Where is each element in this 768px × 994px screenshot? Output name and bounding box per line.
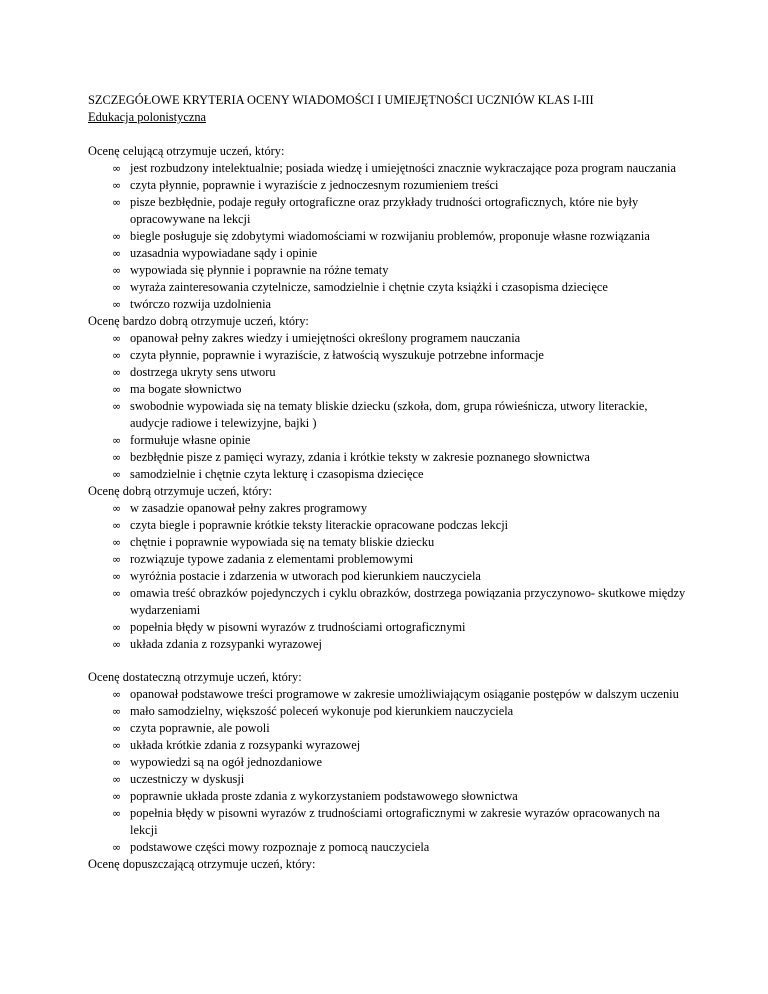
criterion-text: jest rozbudzony intelektualnie; posiada wiedzę i umiejętności znacznie wykraczające poza program nauczania: [130, 161, 676, 175]
grade-heading: Ocenę dobrą otrzymuje uczeń, który:: [88, 484, 273, 498]
document-subtitle: Edukacja polonistyczna: [88, 110, 207, 124]
infinity-bullet-icon: ∞: [112, 841, 122, 854]
criterion-text: rozwiązuje typowe zadania z elementami problemowymi: [130, 552, 414, 566]
criterion-text: układa krótkie zdania z rozsypanki wyrazowej: [130, 738, 361, 752]
criterion-item: [88, 737, 688, 754]
grade-section: [88, 143, 688, 313]
criterion-item: [88, 788, 688, 805]
criterion-text: popełnia błędy w pisowni wyrazów z trudnościami ortograficznymi: [130, 620, 466, 634]
infinity-bullet-icon: ∞: [112, 468, 122, 481]
section-gap: [88, 653, 688, 669]
infinity-bullet-icon: ∞: [112, 451, 122, 464]
criterion-text: popełnia błędy w pisowni wyrazów z trudnościami ortograficznymi w zakresie wyrazów opracowanych na lekcji: [130, 806, 660, 837]
criterion-text: mało samodzielny, większość poleceń wykonuje pod kierunkiem nauczyciela: [130, 704, 514, 718]
infinity-bullet-icon: ∞: [112, 807, 122, 820]
criterion-text: pisze bezbłędnie, podaje reguły ortograficzne oraz przykłady trudności ortograficznych, które nie były opracowywane na lekcji: [130, 195, 639, 226]
criterion-item: [88, 771, 688, 788]
criterion-text: formułuje własne opinie: [130, 433, 251, 447]
criterion-item: [88, 279, 688, 296]
criterion-item: [88, 330, 688, 347]
criterion-text: omawia treść obrazków pojedynczych i cyklu obrazków, dostrzega powiązania przyczynowo- skutkowe między wydarzeniami: [130, 586, 686, 617]
criteria-list: [88, 686, 688, 856]
grade-section: [88, 313, 688, 483]
grade-heading: Ocenę dopuszczającą otrzymuje uczeń, który:: [88, 857, 316, 871]
criteria-sections: [88, 143, 688, 873]
infinity-bullet-icon: ∞: [112, 281, 122, 294]
criterion-item: [88, 347, 688, 364]
criterion-text: uzasadnia wypowiadane sądy i opinie: [130, 246, 318, 260]
criterion-item: [88, 381, 688, 398]
criterion-item: [88, 619, 688, 636]
infinity-bullet-icon: ∞: [112, 400, 122, 413]
criterion-item: [88, 228, 688, 245]
criterion-text: biegle posługuje się zdobytymi wiadomościami w rozwijaniu problemów, proponuje własne rozwiązania: [130, 229, 650, 243]
criterion-item: [88, 585, 688, 619]
criterion-text: ma bogate słownictwo: [130, 382, 242, 396]
criterion-text: bezbłędnie pisze z pamięci wyrazy, zdania i krótkie teksty w zakresie poznanego słownictwa: [130, 450, 590, 464]
criterion-item: [88, 245, 688, 262]
criterion-item: [88, 636, 688, 653]
criterion-item: [88, 517, 688, 534]
grade-heading: Ocenę celującą otrzymuje uczeń, który:: [88, 144, 285, 158]
infinity-bullet-icon: ∞: [112, 705, 122, 718]
criterion-item: [88, 194, 688, 228]
infinity-bullet-icon: ∞: [112, 247, 122, 260]
infinity-bullet-icon: ∞: [112, 688, 122, 701]
criterion-text: czyta płynnie, poprawnie i wyraziście, z łatwością wyszukuje potrzebne informacje: [130, 348, 544, 362]
infinity-bullet-icon: ∞: [112, 722, 122, 735]
criteria-list: [88, 500, 688, 653]
criterion-text: wyróżnia postacie i zdarzenia w utworach pod kierunkiem nauczyciela: [130, 569, 481, 583]
grade-section: [88, 856, 688, 873]
infinity-bullet-icon: ∞: [112, 264, 122, 277]
infinity-bullet-icon: ∞: [112, 638, 122, 651]
infinity-bullet-icon: ∞: [112, 298, 122, 311]
infinity-bullet-icon: ∞: [112, 519, 122, 532]
criterion-item: [88, 500, 688, 517]
criterion-item: [88, 466, 688, 483]
criterion-item: [88, 720, 688, 737]
infinity-bullet-icon: ∞: [112, 756, 122, 769]
criterion-item: [88, 551, 688, 568]
criterion-item: [88, 805, 688, 839]
spacer: [88, 126, 688, 143]
infinity-bullet-icon: ∞: [112, 349, 122, 362]
infinity-bullet-icon: ∞: [112, 332, 122, 345]
infinity-bullet-icon: ∞: [112, 553, 122, 566]
criterion-item: [88, 177, 688, 194]
criterion-text: chętnie i poprawnie wypowiada się na tematy bliskie dziecku: [130, 535, 435, 549]
criterion-item: [88, 754, 688, 771]
criterion-text: wyraża zainteresowania czytelnicze, samodzielnie i chętnie czyta książki i czasopisma dziecięce: [130, 280, 608, 294]
criterion-text: opanował podstawowe treści programowe w zakresie umożliwiającym osiąganie postępów w dalszym uczeniu: [130, 687, 679, 701]
criterion-text: wypowiedzi są na ogół jednozdaniowe: [130, 755, 323, 769]
criterion-item: [88, 686, 688, 703]
criterion-item: [88, 262, 688, 279]
grade-heading: Ocenę bardzo dobrą otrzymuje uczeń, który:: [88, 314, 309, 328]
criteria-list: [88, 160, 688, 313]
infinity-bullet-icon: ∞: [112, 196, 122, 209]
criteria-list: [88, 330, 688, 483]
grade-section: [88, 669, 688, 856]
infinity-bullet-icon: ∞: [112, 179, 122, 192]
criterion-item: [88, 398, 688, 432]
criterion-item: [88, 534, 688, 551]
criterion-item: [88, 160, 688, 177]
criterion-text: układa zdania z rozsypanki wyrazowej: [130, 637, 322, 651]
criterion-text: czyta płynnie, poprawnie i wyraziście z jednoczesnym rozumieniem treści: [130, 178, 499, 192]
grade-heading: Ocenę dostateczną otrzymuje uczeń, który:: [88, 670, 302, 684]
infinity-bullet-icon: ∞: [112, 621, 122, 634]
infinity-bullet-icon: ∞: [112, 502, 122, 515]
infinity-bullet-icon: ∞: [112, 773, 122, 786]
criterion-text: opanował pełny zakres wiedzy i umiejętności określony programem nauczania: [130, 331, 521, 345]
criterion-text: samodzielnie i chętnie czyta lekturę i czasopisma dziecięce: [130, 467, 424, 481]
criterion-item: [88, 703, 688, 720]
infinity-bullet-icon: ∞: [112, 383, 122, 396]
infinity-bullet-icon: ∞: [112, 162, 122, 175]
infinity-bullet-icon: ∞: [112, 739, 122, 752]
infinity-bullet-icon: ∞: [112, 570, 122, 583]
criterion-text: czyta biegle i poprawnie krótkie teksty literackie opracowane podczas lekcji: [130, 518, 509, 532]
infinity-bullet-icon: ∞: [112, 366, 122, 379]
criterion-item: [88, 296, 688, 313]
infinity-bullet-icon: ∞: [112, 434, 122, 447]
criterion-text: uczestniczy w dyskusji: [130, 772, 245, 786]
criterion-text: poprawnie układa proste zdania z wykorzystaniem podstawowego słownictwa: [130, 789, 518, 803]
criterion-text: wypowiada się płynnie i poprawnie na różne tematy: [130, 263, 389, 277]
criterion-text: czyta poprawnie, ale powoli: [130, 721, 270, 735]
criterion-text: dostrzega ukryty sens utworu: [130, 365, 276, 379]
criterion-item: [88, 364, 688, 381]
criterion-item: [88, 432, 688, 449]
grade-section: [88, 483, 688, 653]
criterion-text: w zasadzie opanował pełny zakres programowy: [130, 501, 368, 515]
document-title: SZCZEGÓŁOWE KRYTERIA OCENY WIADOMOŚCI I UMIEJĘTNOŚCI UCZNIÓW KLAS I-III: [88, 93, 594, 107]
infinity-bullet-icon: ∞: [112, 230, 122, 243]
infinity-bullet-icon: ∞: [112, 587, 122, 600]
infinity-bullet-icon: ∞: [112, 790, 122, 803]
criterion-item: [88, 839, 688, 856]
criterion-text: swobodnie wypowiada się na tematy bliskie dziecku (szkoła, dom, grupa rówieśnicza, utwory literackie, audycje radiowe i telewizyjne, bajki ): [130, 399, 648, 430]
criterion-text: twórczo rozwija uzdolnienia: [130, 297, 272, 311]
criterion-item: [88, 568, 688, 585]
criterion-item: [88, 449, 688, 466]
criterion-text: podstawowe części mowy rozpoznaje z pomocą nauczyciela: [130, 840, 430, 854]
document-page: [88, 92, 688, 873]
infinity-bullet-icon: ∞: [112, 536, 122, 549]
